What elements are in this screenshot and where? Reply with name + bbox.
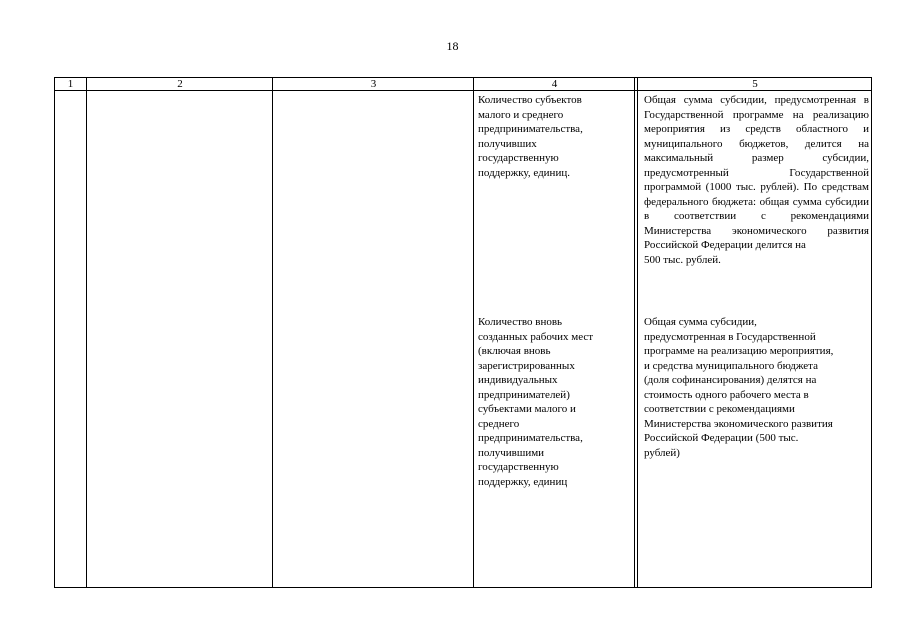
method-line: соответствии с рекомендациями [644, 403, 795, 415]
column-divider-2-3 [272, 77, 273, 588]
header-row-divider [54, 90, 872, 91]
column-divider-3-4 [473, 77, 474, 588]
page-number: 18 [446, 39, 459, 53]
column-divider-4-5 [634, 77, 635, 588]
table-left-border [54, 77, 55, 588]
column-divider-4-5-double [637, 77, 638, 588]
method-paragraph-last-line: 500 тыс. рублей. [644, 253, 721, 266]
method-line: стоимость одного рабочего места в [644, 388, 809, 401]
indicator-new-jobs-created: Количество вновь созданных рабочих мест (включая вновь зарегистрированных индивидуальных предпринимателей) субъектами малого и среднего предпринимательства, получившими государственную поддержку, единиц [478, 316, 594, 488]
column-number-1: 1 [67, 78, 74, 90]
method-line: программе на реализацию мероприятия, [644, 345, 834, 357]
column-number-4: 4 [551, 78, 558, 90]
method-line: (доля софинансирования) делятся на [644, 374, 817, 386]
data-table [54, 77, 872, 588]
method-paragraph: Общая сумма субсидии, предусмотренная в Государственной программе на реализацию мероприятия из средств областного и муниципального бюджетов, делится на максимальный размер субсидии, предусмотренный Государственной программой (1000 тыс. рублей). По средствам федерального бюджета: общая сумма субсидии в соответствии с рекомендациями Министерства экономического развития Российской Федерации делится на [644, 94, 869, 251]
method-line: Российской Федерации (500 тыс. [644, 432, 799, 444]
method-line: и средства муниципального бюджета [644, 359, 818, 372]
calculation-method-smes-supported [644, 93, 869, 267]
method-line: предусмотренная в Государственной [644, 330, 816, 343]
table-bottom-border [54, 587, 872, 588]
column-number-5: 5 [752, 78, 758, 90]
method-line: Министерства экономического развития [644, 417, 833, 430]
method-line: рублей) [644, 446, 680, 459]
indicator-smes-supported: Количество субъектов малого и среднего предпринимательства, получивших государственную поддержку, единиц. [478, 94, 583, 179]
calculation-method-new-jobs [644, 315, 869, 460]
column-divider-1-2 [86, 77, 87, 588]
method-line: Общая сумма субсидии, [644, 316, 757, 328]
table-right-border [871, 77, 872, 588]
column-number-3: 3 [370, 78, 377, 90]
column-number-2: 2 [177, 78, 183, 90]
